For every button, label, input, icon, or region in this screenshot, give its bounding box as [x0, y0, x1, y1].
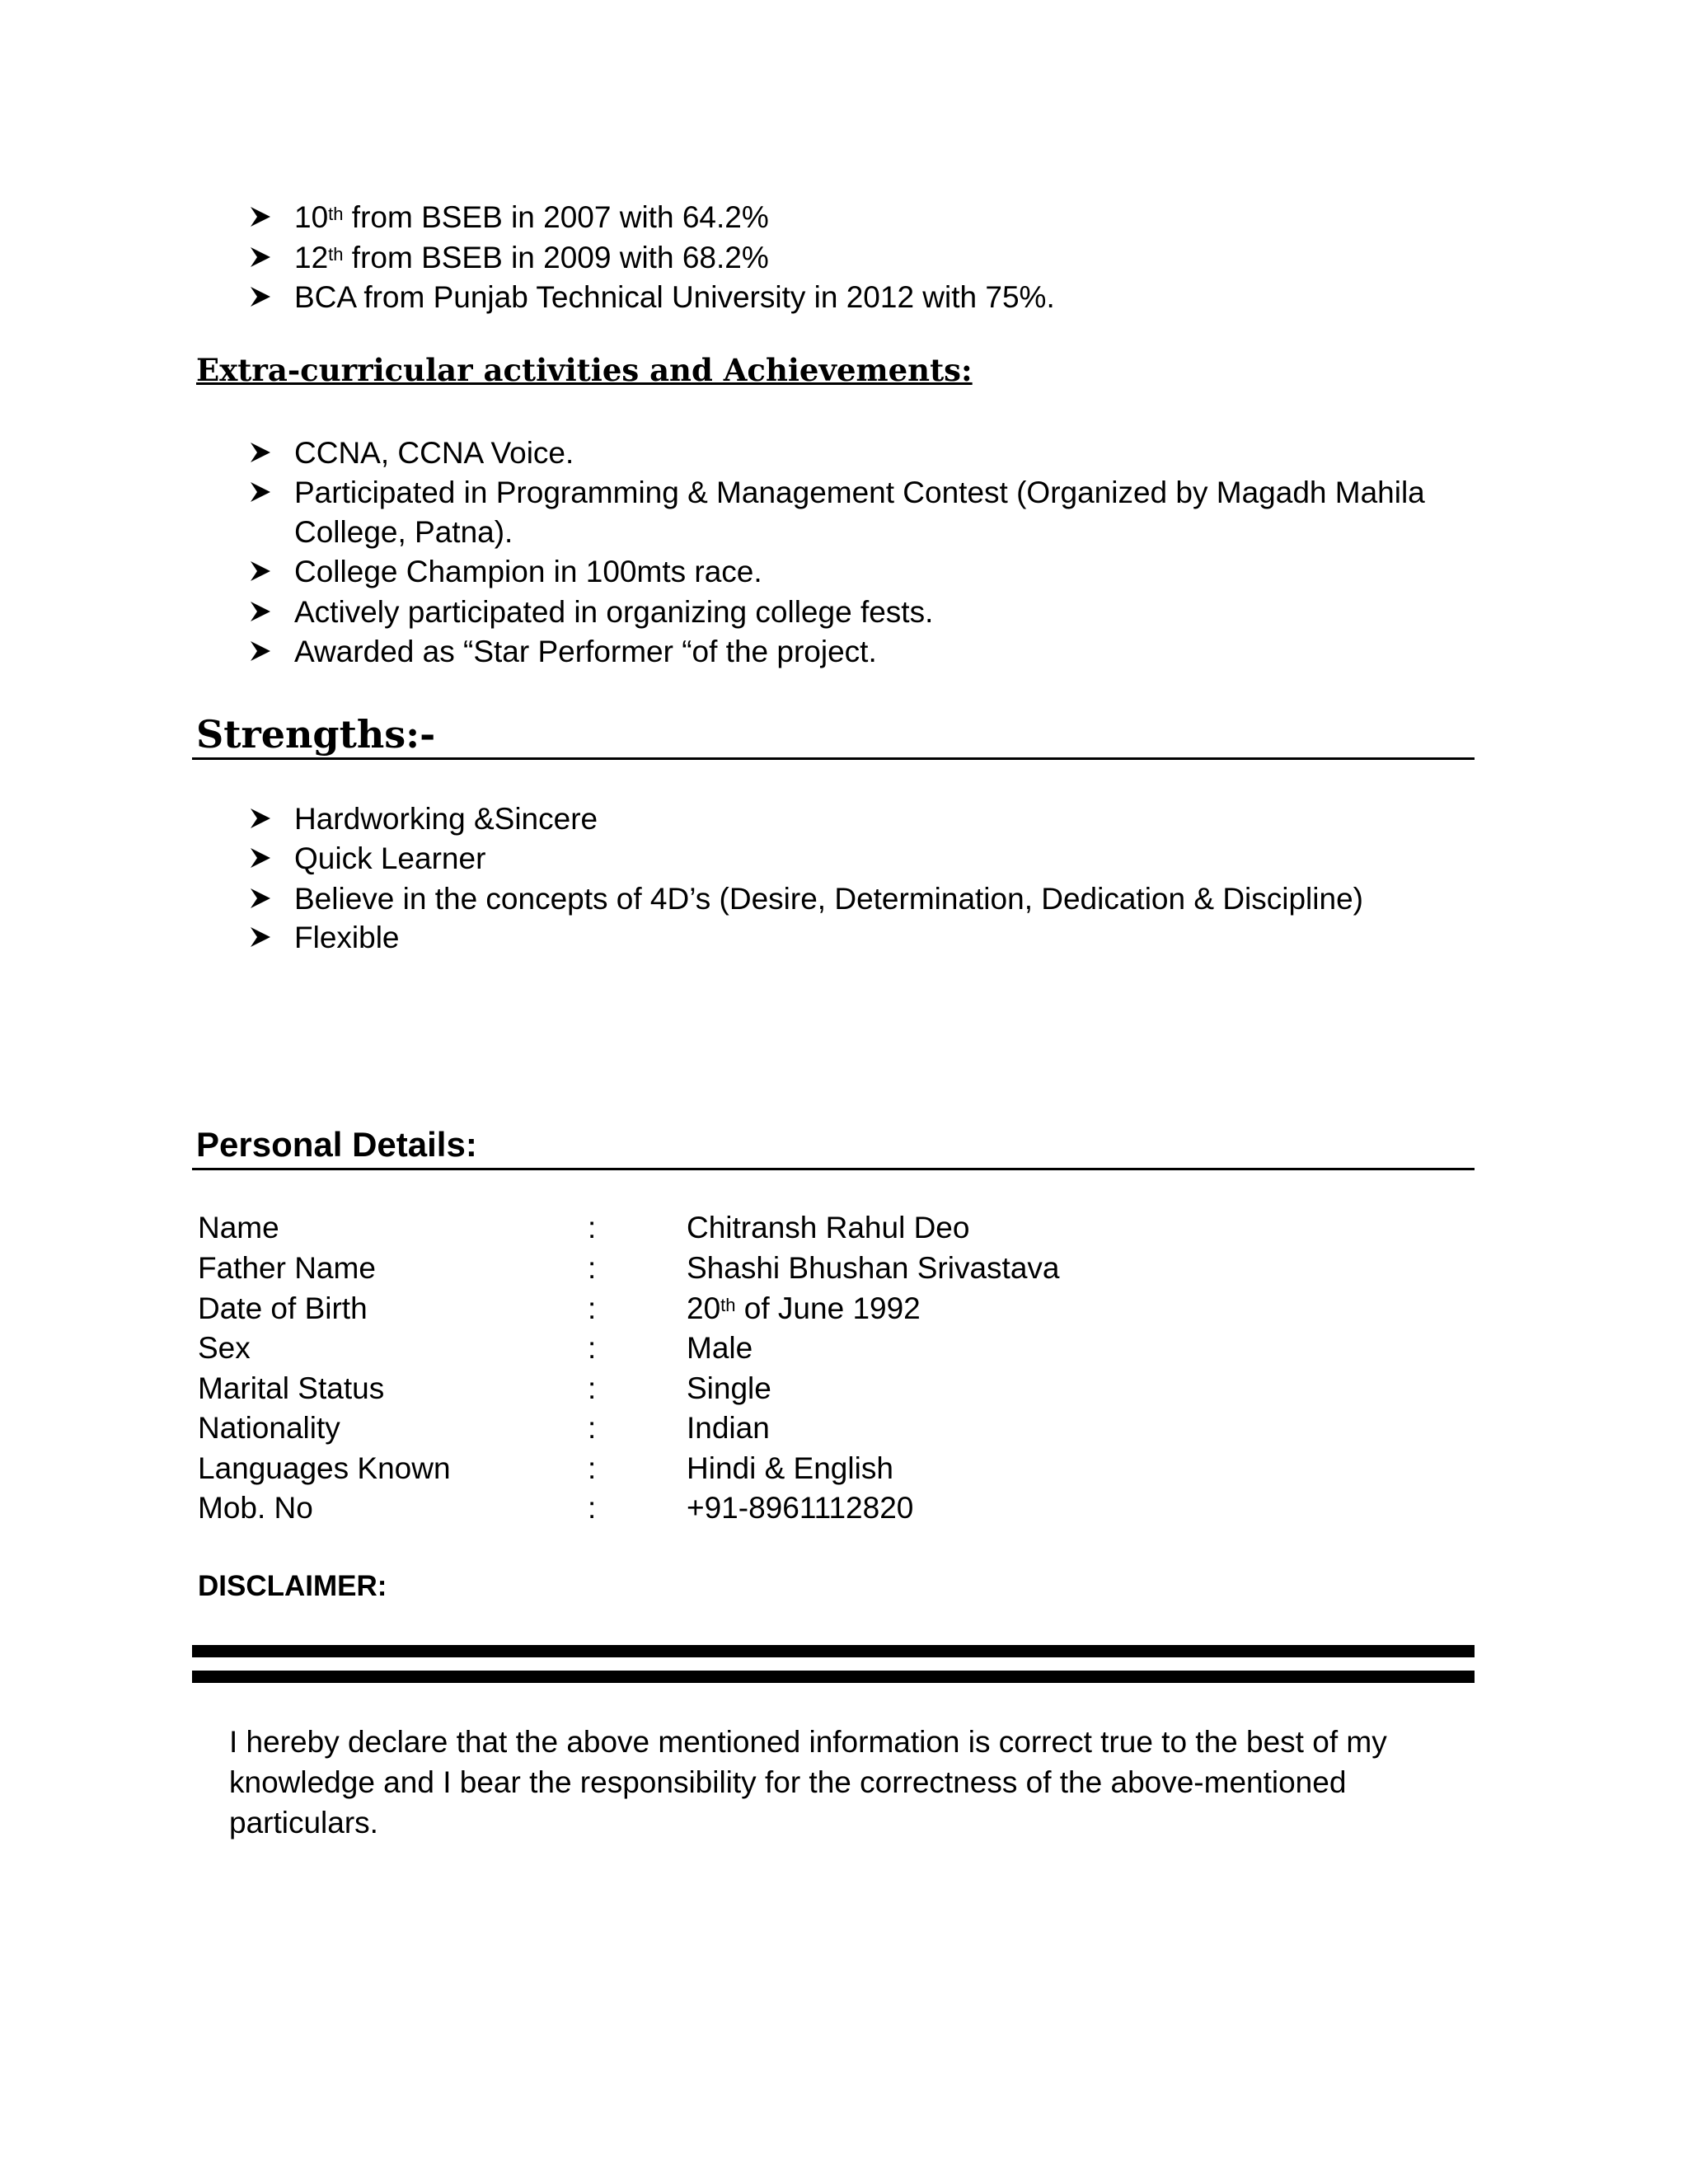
- list-item: BCA from Punjab Technical University in 2012 with 75%.: [294, 280, 1055, 314]
- detail-value: Shashi Bhushan Srivastava: [687, 1251, 1060, 1285]
- section-divider: [192, 1168, 1475, 1170]
- detail-label: Sex: [198, 1331, 251, 1365]
- detail-label: Date of Birth: [198, 1291, 368, 1325]
- arrow-bullet-icon: [247, 805, 274, 832]
- list-item: Actively participated in organizing college fests.: [294, 595, 934, 629]
- detail-separator: :: [588, 1411, 597, 1445]
- detail-label: Marital Status: [198, 1371, 385, 1405]
- list-item: Awarded as “Star Performer “of the project.: [294, 635, 877, 668]
- detail-label: Name: [198, 1211, 279, 1244]
- arrow-bullet-icon: [247, 598, 274, 625]
- detail-separator: :: [588, 1291, 597, 1325]
- arrow-bullet-icon: [247, 244, 274, 270]
- list-item: College Champion in 100mts race.: [294, 555, 762, 588]
- detail-value: +91-8961112820: [687, 1491, 914, 1525]
- detail-label: Nationality: [198, 1411, 340, 1445]
- disclaimer-text: I hereby declare that the above mentioned information is correct true to the best of my knowledge and I bear the responsibility for the correctness of the above-mentioned particulars.: [229, 1725, 1387, 1840]
- strengths-heading: Strengths:-: [196, 712, 436, 757]
- arrow-bullet-icon: [247, 479, 274, 505]
- list-item: 10th from BSEB in 2007 with 64.2%: [294, 200, 769, 234]
- list-item: Quick Learner: [294, 841, 486, 875]
- detail-label: Languages Known: [198, 1451, 451, 1485]
- detail-separator: :: [588, 1491, 597, 1525]
- disclaimer-heading: DISCLAIMER:: [198, 1570, 387, 1602]
- personal-details-heading: Personal Details:: [196, 1125, 477, 1164]
- list-item: 12th from BSEB in 2009 with 68.2%: [294, 241, 769, 274]
- arrow-bullet-icon: [247, 439, 274, 466]
- list-item-continuation: College, Patna).: [294, 515, 513, 549]
- arrow-bullet-icon: [247, 885, 274, 912]
- arrow-bullet-icon: [247, 924, 274, 950]
- thick-divider: [192, 1671, 1475, 1683]
- detail-value: Indian: [687, 1411, 770, 1445]
- arrow-bullet-icon: [247, 558, 274, 584]
- detail-separator: :: [588, 1211, 597, 1244]
- arrow-bullet-icon: [247, 845, 274, 871]
- detail-value: Single: [687, 1371, 771, 1405]
- detail-value: 20th of June 1992: [687, 1291, 921, 1325]
- detail-separator: :: [588, 1331, 597, 1365]
- detail-separator: :: [588, 1451, 597, 1485]
- section-divider: [192, 757, 1475, 760]
- detail-value: Hindi & English: [687, 1451, 893, 1485]
- thick-divider: [192, 1645, 1475, 1657]
- list-item: CCNA, CCNA Voice.: [294, 436, 574, 470]
- activities-heading: Extra-curricular activities and Achievements:: [196, 352, 973, 388]
- detail-separator: :: [588, 1251, 597, 1285]
- list-item: Participated in Programming & Management Contest (Organized by Magadh Mahila: [294, 476, 1425, 509]
- list-item: Believe in the concepts of 4D’s (Desire, Determination, Dedication & Discipline): [294, 882, 1363, 916]
- detail-value: Male: [687, 1331, 753, 1365]
- detail-label: Mob. No: [198, 1491, 313, 1525]
- arrow-bullet-icon: [247, 284, 274, 310]
- list-item: Flexible: [294, 921, 400, 954]
- arrow-bullet-icon: [247, 204, 274, 230]
- list-item: Hardworking &Sincere: [294, 802, 598, 836]
- detail-separator: :: [588, 1371, 597, 1405]
- arrow-bullet-icon: [247, 638, 274, 664]
- detail-label: Father Name: [198, 1251, 376, 1285]
- detail-value: Chitransh Rahul Deo: [687, 1211, 970, 1244]
